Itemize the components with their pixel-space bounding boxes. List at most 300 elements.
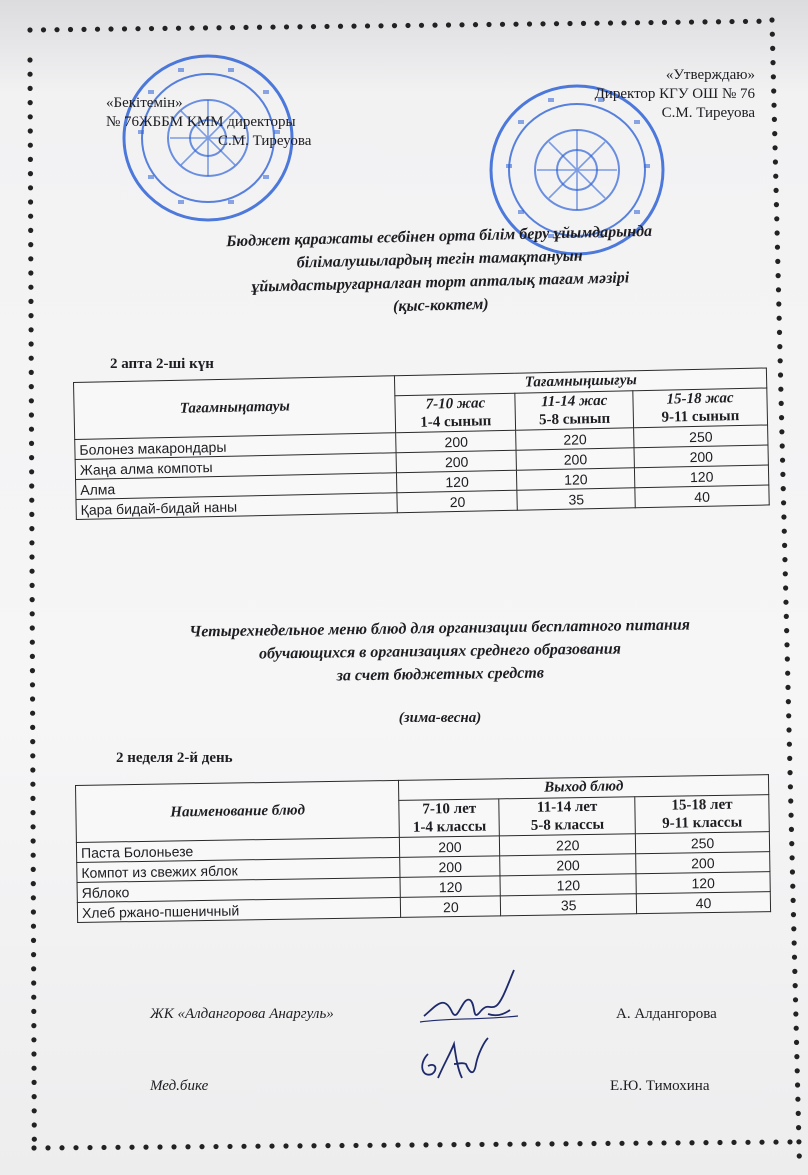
kz-group-2-header xyxy=(515,391,634,430)
border-dot xyxy=(283,1143,288,1148)
signatory-name-2: Е.Ю. Тимохина xyxy=(610,1078,710,1094)
border-dot xyxy=(793,997,798,1002)
border-dot xyxy=(353,1143,358,1148)
border-dot xyxy=(451,1142,456,1147)
border-dot xyxy=(157,1144,162,1149)
border-dot xyxy=(594,21,599,26)
ru-dish-name: Яблоко xyxy=(77,877,401,902)
border-dot xyxy=(513,22,518,27)
border-dot xyxy=(779,415,784,420)
border-dot xyxy=(29,526,34,531)
border-dot xyxy=(775,259,780,264)
border-dot xyxy=(783,585,788,590)
border-dot xyxy=(31,1051,36,1056)
border-dot xyxy=(378,23,383,28)
border-dot xyxy=(581,21,586,26)
border-dot xyxy=(325,1143,330,1148)
border-dot xyxy=(31,952,36,957)
ru-portion-value: 220 xyxy=(500,834,636,856)
border-dot xyxy=(29,341,34,346)
border-dot xyxy=(28,228,33,233)
border-dot xyxy=(776,287,781,292)
border-dot xyxy=(731,1140,736,1145)
kz-portion-value: 120 xyxy=(635,465,769,488)
ru-portion-value: 120 xyxy=(636,872,770,894)
border-dot xyxy=(774,216,779,221)
border-dot xyxy=(30,625,35,630)
border-dot xyxy=(774,202,779,207)
border-dot xyxy=(29,512,34,517)
border-dot xyxy=(794,1026,799,1031)
border-dot xyxy=(773,188,778,193)
kz-group-2-age: 11-14 жас xyxy=(540,392,608,411)
approval-right-line3: С.М. Тиреуова xyxy=(661,105,755,121)
border-dot xyxy=(633,1141,638,1146)
kz-dish-name: Алма xyxy=(76,473,398,500)
border-dot xyxy=(28,157,33,162)
border-dot xyxy=(392,23,397,28)
border-dot xyxy=(554,21,559,26)
signatory-name-1: А. Алдангорова xyxy=(616,1006,717,1022)
border-dot xyxy=(783,600,788,605)
border-dot xyxy=(29,427,34,432)
kz-portion-value: 40 xyxy=(635,485,769,508)
border-dot xyxy=(780,472,785,477)
border-dot xyxy=(780,458,785,463)
border-dot xyxy=(773,159,778,164)
border-dot xyxy=(30,796,35,801)
border-dot xyxy=(227,1144,232,1149)
ru-output-header: Выход блюд xyxy=(399,775,769,801)
border-dot xyxy=(647,1140,652,1145)
border-dot xyxy=(549,1141,554,1146)
border-dot xyxy=(437,1142,442,1147)
border-dot xyxy=(29,469,34,474)
kz-portion-value: 200 xyxy=(397,450,517,473)
border-dot xyxy=(786,713,791,718)
border-dot xyxy=(635,20,640,25)
border-dot xyxy=(339,1143,344,1148)
border-dot xyxy=(31,867,36,872)
border-dot xyxy=(32,1137,37,1142)
border-dot xyxy=(27,57,32,62)
border-dot xyxy=(29,398,34,403)
border-dot xyxy=(675,1140,680,1145)
ru-dish-name: Компот из свежих яблок xyxy=(77,857,401,882)
border-dot xyxy=(129,1145,134,1150)
approval-left-line2: № 76ЖББМ КММ директоры xyxy=(106,114,296,130)
border-dot xyxy=(779,429,784,434)
ru-season: (зима-весна) xyxy=(398,710,482,726)
border-dot xyxy=(30,739,35,744)
border-dot xyxy=(791,926,796,931)
border-dot xyxy=(785,685,790,690)
border-dot xyxy=(29,554,34,559)
border-dot xyxy=(31,1037,36,1042)
border-dot xyxy=(792,969,797,974)
border-dot xyxy=(28,285,33,290)
ru-group-2-grades: 5-8 классы xyxy=(530,816,605,834)
border-dot xyxy=(203,25,208,30)
border-dot xyxy=(787,742,792,747)
kz-dish-name: Жаңа алма компоты xyxy=(75,453,397,480)
ru-portion-value: 200 xyxy=(500,854,636,876)
kz-portion-value: 220 xyxy=(516,428,634,450)
border-dot xyxy=(30,611,35,616)
border-dot xyxy=(662,20,667,25)
border-dot xyxy=(409,1142,414,1147)
approval-right-line1: «Утверждаю» xyxy=(665,67,755,83)
border-dot xyxy=(28,270,33,275)
ru-portion-value: 35 xyxy=(501,894,637,916)
border-dot xyxy=(29,412,34,417)
border-dot xyxy=(28,114,33,119)
border-dot xyxy=(794,1040,799,1045)
signatory-role-1: ЖК «Алдангорова Анаргуль» xyxy=(150,1006,334,1022)
border-dot xyxy=(30,696,35,701)
border-dot xyxy=(269,1143,274,1148)
border-dot xyxy=(241,1144,246,1149)
border-dot xyxy=(31,1009,36,1014)
border-dot xyxy=(29,455,34,460)
border-dot xyxy=(771,74,776,79)
border-dot xyxy=(270,24,275,29)
border-dot xyxy=(776,273,781,278)
approval-right-line2: Директор КГУ ОШ № 76 xyxy=(594,86,755,102)
border-dot xyxy=(788,784,793,789)
kz-title-line2: білімалушылардың тегін тамақтануын xyxy=(296,247,583,272)
border-dot xyxy=(28,242,33,247)
ru-group-1-grades: 1-4 классы xyxy=(412,818,487,836)
border-dot xyxy=(716,19,721,24)
border-dot xyxy=(771,103,776,108)
border-dot xyxy=(143,1145,148,1150)
border-dot xyxy=(311,24,316,29)
border-dot xyxy=(32,1094,37,1099)
kz-portion-value: 200 xyxy=(634,445,768,468)
border-dot xyxy=(28,143,33,148)
border-dot xyxy=(787,770,792,775)
border-dot xyxy=(73,1145,78,1150)
border-dot xyxy=(423,1142,428,1147)
border-dot xyxy=(527,21,532,26)
border-dot xyxy=(31,980,36,985)
border-dot xyxy=(661,1140,666,1145)
border-dot xyxy=(243,25,248,30)
border-dot xyxy=(795,1082,800,1087)
border-dot xyxy=(81,27,86,32)
border-dot xyxy=(703,1140,708,1145)
border-dot xyxy=(30,597,35,602)
border-dot xyxy=(786,727,791,732)
kz-menu-table xyxy=(73,367,770,520)
border-dot xyxy=(31,1080,36,1085)
border-dot xyxy=(28,128,33,133)
border-dot xyxy=(789,841,794,846)
ru-portion-value: 200 xyxy=(636,852,770,874)
border-dot xyxy=(743,19,748,24)
border-dot xyxy=(29,498,34,503)
border-dot xyxy=(351,24,356,29)
border-dot xyxy=(95,27,100,32)
border-dot xyxy=(176,26,181,31)
kz-portion-value: 20 xyxy=(397,490,517,513)
border-dot xyxy=(135,26,140,31)
kz-group-1-header xyxy=(395,393,516,433)
border-dot xyxy=(796,1125,801,1130)
border-dot xyxy=(149,26,154,31)
border-dot xyxy=(31,895,36,900)
kz-portion-value: 120 xyxy=(397,470,517,493)
border-dot xyxy=(30,753,35,758)
border-dot xyxy=(791,898,796,903)
border-dot xyxy=(780,443,785,448)
ru-day-label: 2 неделя 2-й день xyxy=(116,750,233,766)
border-dot xyxy=(54,27,59,32)
border-dot xyxy=(777,344,782,349)
border-dot xyxy=(395,1142,400,1147)
border-dot xyxy=(32,1122,37,1127)
border-dot xyxy=(756,19,761,24)
border-dot xyxy=(507,1142,512,1147)
border-dot xyxy=(784,628,789,633)
approval-left-line1: «Бекітемін» xyxy=(106,95,183,111)
kz-group-3-age: 15-18 жас xyxy=(666,390,734,408)
kz-title-line3: ұйымдастыруғарналған торт апталық тағам мәзірі xyxy=(251,269,630,296)
ru-name-header: Наименование блюд xyxy=(76,780,400,842)
ru-group-2-header xyxy=(499,797,635,836)
border-dot xyxy=(27,27,32,32)
border-dot xyxy=(29,356,34,361)
border-dot xyxy=(790,884,795,889)
border-dot xyxy=(778,387,783,392)
border-dot xyxy=(784,614,789,619)
border-dot xyxy=(465,1142,470,1147)
ru-title-line2: обучающихся в организациях среднего образования xyxy=(258,640,622,663)
kz-group-1-grades: 1-4 сынып xyxy=(420,413,492,431)
ru-dish-name: Паста Болоньезе xyxy=(76,837,400,862)
border-dot xyxy=(521,1141,526,1146)
border-dot xyxy=(31,1066,36,1071)
border-dot xyxy=(32,1108,37,1113)
kz-portion-value: 200 xyxy=(396,430,516,453)
border-dot xyxy=(772,117,777,122)
border-dot xyxy=(535,1141,540,1146)
kz-name-header: Тағамныңатауы xyxy=(74,376,397,440)
border-dot xyxy=(772,131,777,136)
border-dot xyxy=(745,1140,750,1145)
border-dot xyxy=(591,1141,596,1146)
border-dot xyxy=(792,955,797,960)
kz-menu-title xyxy=(119,217,761,325)
border-dot xyxy=(171,1144,176,1149)
border-dot xyxy=(778,358,783,363)
border-dot xyxy=(781,500,786,505)
border-dot xyxy=(790,855,795,860)
ru-portion-value: 200 xyxy=(400,856,500,878)
border-dot xyxy=(28,214,33,219)
ru-portion-value: 250 xyxy=(635,832,769,854)
border-dot xyxy=(785,656,790,661)
border-dot xyxy=(29,569,34,574)
border-dot xyxy=(45,1145,50,1150)
border-dot xyxy=(199,1144,204,1149)
border-dot xyxy=(689,1140,694,1145)
border-dot xyxy=(28,171,33,176)
border-dot xyxy=(717,1140,722,1145)
border-dot xyxy=(773,1139,778,1144)
border-dot xyxy=(31,924,36,929)
border-dot xyxy=(621,20,626,25)
border-dot xyxy=(459,22,464,27)
border-dot xyxy=(28,313,33,318)
ru-portion-value: 120 xyxy=(500,874,636,896)
ru-group-1-header xyxy=(399,799,499,838)
border-dot xyxy=(87,1145,92,1150)
border-dot xyxy=(771,88,776,93)
border-dot xyxy=(776,301,781,306)
border-dot xyxy=(782,543,787,548)
border-dot xyxy=(770,32,775,37)
border-dot xyxy=(759,1140,764,1145)
border-dot xyxy=(284,24,289,29)
border-dot xyxy=(30,725,35,730)
border-dot xyxy=(789,827,794,832)
kz-day-label: 2 апта 2-ші күн xyxy=(110,356,214,372)
border-dot xyxy=(773,174,778,179)
border-dot xyxy=(405,23,410,28)
ru-portion-value: 40 xyxy=(636,892,770,914)
border-dot xyxy=(30,767,35,772)
ru-group-1-age: 7-10 лет xyxy=(422,800,477,818)
border-dot xyxy=(479,1142,484,1147)
border-dot xyxy=(255,1144,260,1149)
border-dot xyxy=(772,145,777,150)
border-dot xyxy=(30,654,35,659)
border-dot xyxy=(783,571,788,576)
border-dot xyxy=(28,100,33,105)
border-dot xyxy=(777,316,782,321)
ru-portion-value: 120 xyxy=(400,876,500,898)
handwritten-signature-1 xyxy=(418,966,528,1036)
border-dot xyxy=(367,1143,372,1148)
border-dot xyxy=(648,20,653,25)
border-dot xyxy=(108,26,113,31)
border-dot xyxy=(785,671,790,676)
ru-group-3-age: 15-18 лет xyxy=(671,796,733,814)
border-dot xyxy=(31,966,36,971)
border-dot xyxy=(787,1139,792,1144)
border-dot xyxy=(702,19,707,24)
border-dot xyxy=(794,1054,799,1059)
ru-group-2-age: 11-14 лет xyxy=(536,798,598,816)
border-dot xyxy=(31,909,36,914)
border-dot xyxy=(31,938,36,943)
border-dot xyxy=(796,1139,801,1144)
border-dot xyxy=(473,22,478,27)
border-dot xyxy=(770,46,775,51)
border-dot xyxy=(365,23,370,28)
border-dot xyxy=(605,1141,610,1146)
border-dot xyxy=(28,185,33,190)
border-dot xyxy=(185,1144,190,1149)
border-dot xyxy=(778,372,783,377)
border-dot xyxy=(779,401,784,406)
border-dot xyxy=(782,557,787,562)
border-dot xyxy=(213,1144,218,1149)
border-dot xyxy=(675,20,680,25)
border-dot xyxy=(257,25,262,30)
border-dot xyxy=(793,1011,798,1016)
border-dot xyxy=(230,25,235,30)
border-dot xyxy=(784,642,789,647)
border-dot xyxy=(786,699,791,704)
approval-block-left xyxy=(106,94,311,151)
ru-menu-title xyxy=(110,612,771,690)
kz-title-line1: Бюджет қаражаты есебінен орта білім беру ұйымдарында xyxy=(226,222,653,251)
kz-group-2-grades: 5-8 сынып xyxy=(538,410,611,429)
border-dot xyxy=(381,1143,386,1148)
border-dot xyxy=(781,514,786,519)
handwritten-signature-2 xyxy=(414,1034,494,1092)
border-dot xyxy=(563,1141,568,1146)
border-dot xyxy=(162,26,167,31)
kz-portion-value: 120 xyxy=(517,468,635,490)
ru-portion-value: 20 xyxy=(401,896,501,918)
border-dot xyxy=(432,23,437,28)
border-dot xyxy=(790,869,795,874)
border-dot xyxy=(30,682,35,687)
border-dot xyxy=(31,1023,36,1028)
border-dot xyxy=(792,940,797,945)
border-dot xyxy=(577,1141,582,1146)
border-dot xyxy=(775,245,780,250)
border-dot xyxy=(787,756,792,761)
border-dot xyxy=(775,230,780,235)
border-dot xyxy=(189,25,194,30)
border-dot xyxy=(619,1141,624,1146)
kz-dish-name: Қара бидай-бидай наны xyxy=(76,493,398,520)
border-dot xyxy=(567,21,572,26)
border-dot xyxy=(419,23,424,28)
border-dot xyxy=(311,1143,316,1148)
border-dot xyxy=(29,483,34,488)
ru-title-line3: за счет бюджетных средств xyxy=(336,664,545,685)
border-dot xyxy=(797,1153,802,1158)
border-dot xyxy=(729,19,734,24)
approval-block-right xyxy=(560,66,755,123)
border-dot xyxy=(28,256,33,261)
border-dot xyxy=(777,330,782,335)
border-dot xyxy=(782,529,787,534)
kz-portion-value: 200 xyxy=(516,448,634,470)
border-dot xyxy=(795,1097,800,1102)
border-dot xyxy=(115,1145,120,1150)
border-dot xyxy=(788,813,793,818)
border-dot xyxy=(59,1145,64,1150)
border-dot xyxy=(689,19,694,24)
border-dot xyxy=(28,299,33,304)
border-dot xyxy=(30,640,35,645)
border-dot xyxy=(608,20,613,25)
ru-portion-value: 200 xyxy=(400,836,500,858)
border-dot xyxy=(770,60,775,65)
border-dot xyxy=(30,824,35,829)
border-dot xyxy=(31,995,36,1000)
border-dot xyxy=(30,583,35,588)
kz-group-3-grades: 9-11 сынып xyxy=(661,408,740,426)
border-dot xyxy=(31,838,36,843)
